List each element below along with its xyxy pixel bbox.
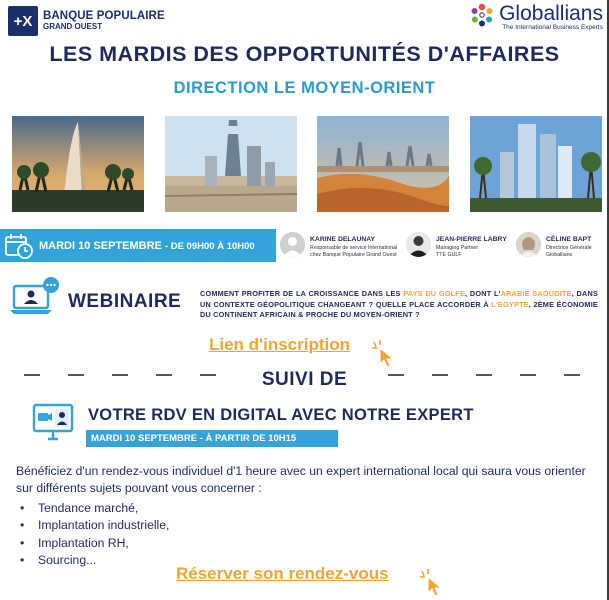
event-time: - DE 09H00 À 10H00 [164,240,255,252]
avatar-placeholder [280,232,305,257]
divider-dash [388,374,404,376]
divider-dash [564,374,580,376]
registration-link[interactable]: Lien d'inscription [209,335,350,354]
speaker-role [436,245,507,259]
banque-populaire-logo [8,6,165,36]
speaker-role-line2: TTE GULF [436,251,462,258]
webinar-desc-part: , DANS UN CONTEXTE GÉOPOLITIQUE CHANGEANT ? QUELLE PLACE ACCORDER À [200,289,599,309]
speaker-role-line1: Managing Partner [436,245,479,251]
book-appointment-link[interactable]: Réserver son rendez-vous [176,564,389,583]
event-date-text [39,240,255,252]
bp-logo-mark: +X [8,6,38,36]
speaker-card-jean-pierre [406,232,507,259]
globallians-logo [469,2,603,31]
speaker-role-line1: Responsable de service International [310,245,398,251]
avatar-photo [406,232,431,257]
speaker-name: KARINE DELAUNAY [310,236,376,243]
photo-burj-al-arab [12,116,144,212]
speaker-name: CÉLINE BAPT [546,236,592,243]
speaker-card-celine [516,232,592,259]
speaker-name: JEAN-PIERRE LABRY [436,236,507,243]
webinar-desc-highlight: L'EGYPTE [491,299,529,309]
speaker-role-line2: Globallians [546,251,573,258]
topics-list [20,500,169,569]
globallians-name: Globallians [499,2,603,25]
suivi-label: SUIVI DE [261,369,348,390]
event-date-bar [0,229,276,262]
globallians-mark-icon [469,2,495,28]
calendar-clock-icon [4,232,34,260]
webinar-desc-highlight: ARABIE SAOUDITE [500,289,572,298]
globallians-tagline: The International Business Experts [502,24,603,31]
bp-logo-name: BANQUE POPULAIRE [43,9,165,22]
photo-city-towers [470,116,602,212]
divider-dash [432,374,448,376]
rdv-title: VOTRE RDV EN DIGITAL AVEC NOTRE EXPERT [88,406,474,424]
video-call-icon [32,401,76,443]
speaker-role [310,245,397,259]
photo-riyadh-skyline [165,116,297,212]
page-subtitle: DIRECTION LE MOYEN-ORIENT [173,79,436,97]
webinar-desc-highlight: PAYS DU GOLFE [403,289,466,298]
webinar-desc-part: , 2ÈME ÉCONOMIE DU CONTINENT AFRICAIN & PROCHE DU MOYEN-ORIENT ? [200,299,598,320]
webinar-laptop-icon [8,276,60,318]
list-item: • Sourcing... [20,552,169,569]
webinar-label: WEBINAIRE [68,291,182,312]
rdv-date-badge: MARDI 10 SEPTEMBRE - À PARTIR DE 10H15 [86,430,338,447]
speaker-card-karine [280,232,397,259]
bp-logo-region: GRAND OUEST [43,22,103,32]
pointer-cursor-icon [420,567,446,597]
list-item: • Implantation industrielle, [20,517,169,534]
divider-dash [476,374,492,376]
event-date: MARDI 10 SEPTEMBRE [39,239,162,252]
list-item: • Tendance marché, [20,500,169,517]
webinar-description [200,289,598,321]
pointer-cursor-icon [372,340,398,368]
photo-desert-dubai [317,116,449,212]
list-item: • Implantation RH, [20,535,169,552]
speaker-role-line2: chez Banque Populaire Grand Ouest [310,251,397,258]
speaker-role [546,245,592,259]
webinar-desc-part: COMMENT PROFITER DE LA CROISSANCE DANS LES [200,289,404,298]
divider-dash [520,374,536,376]
webinar-desc-part: , DONT L' [465,289,501,298]
avatar-photo [516,232,541,257]
destination-photos [12,116,602,212]
rdv-description: Bénéficiez d'un rendez-vous individuel d'1 heure avec un expert international local qui saura vous orienter sur différents sujets pouvant vous concerner : [16,464,586,496]
speaker-role-line1: Directrice Générale [546,245,592,251]
page-title: LES MARDIS DES OPPORTUNITÉS D'AFFAIRES [49,42,560,66]
